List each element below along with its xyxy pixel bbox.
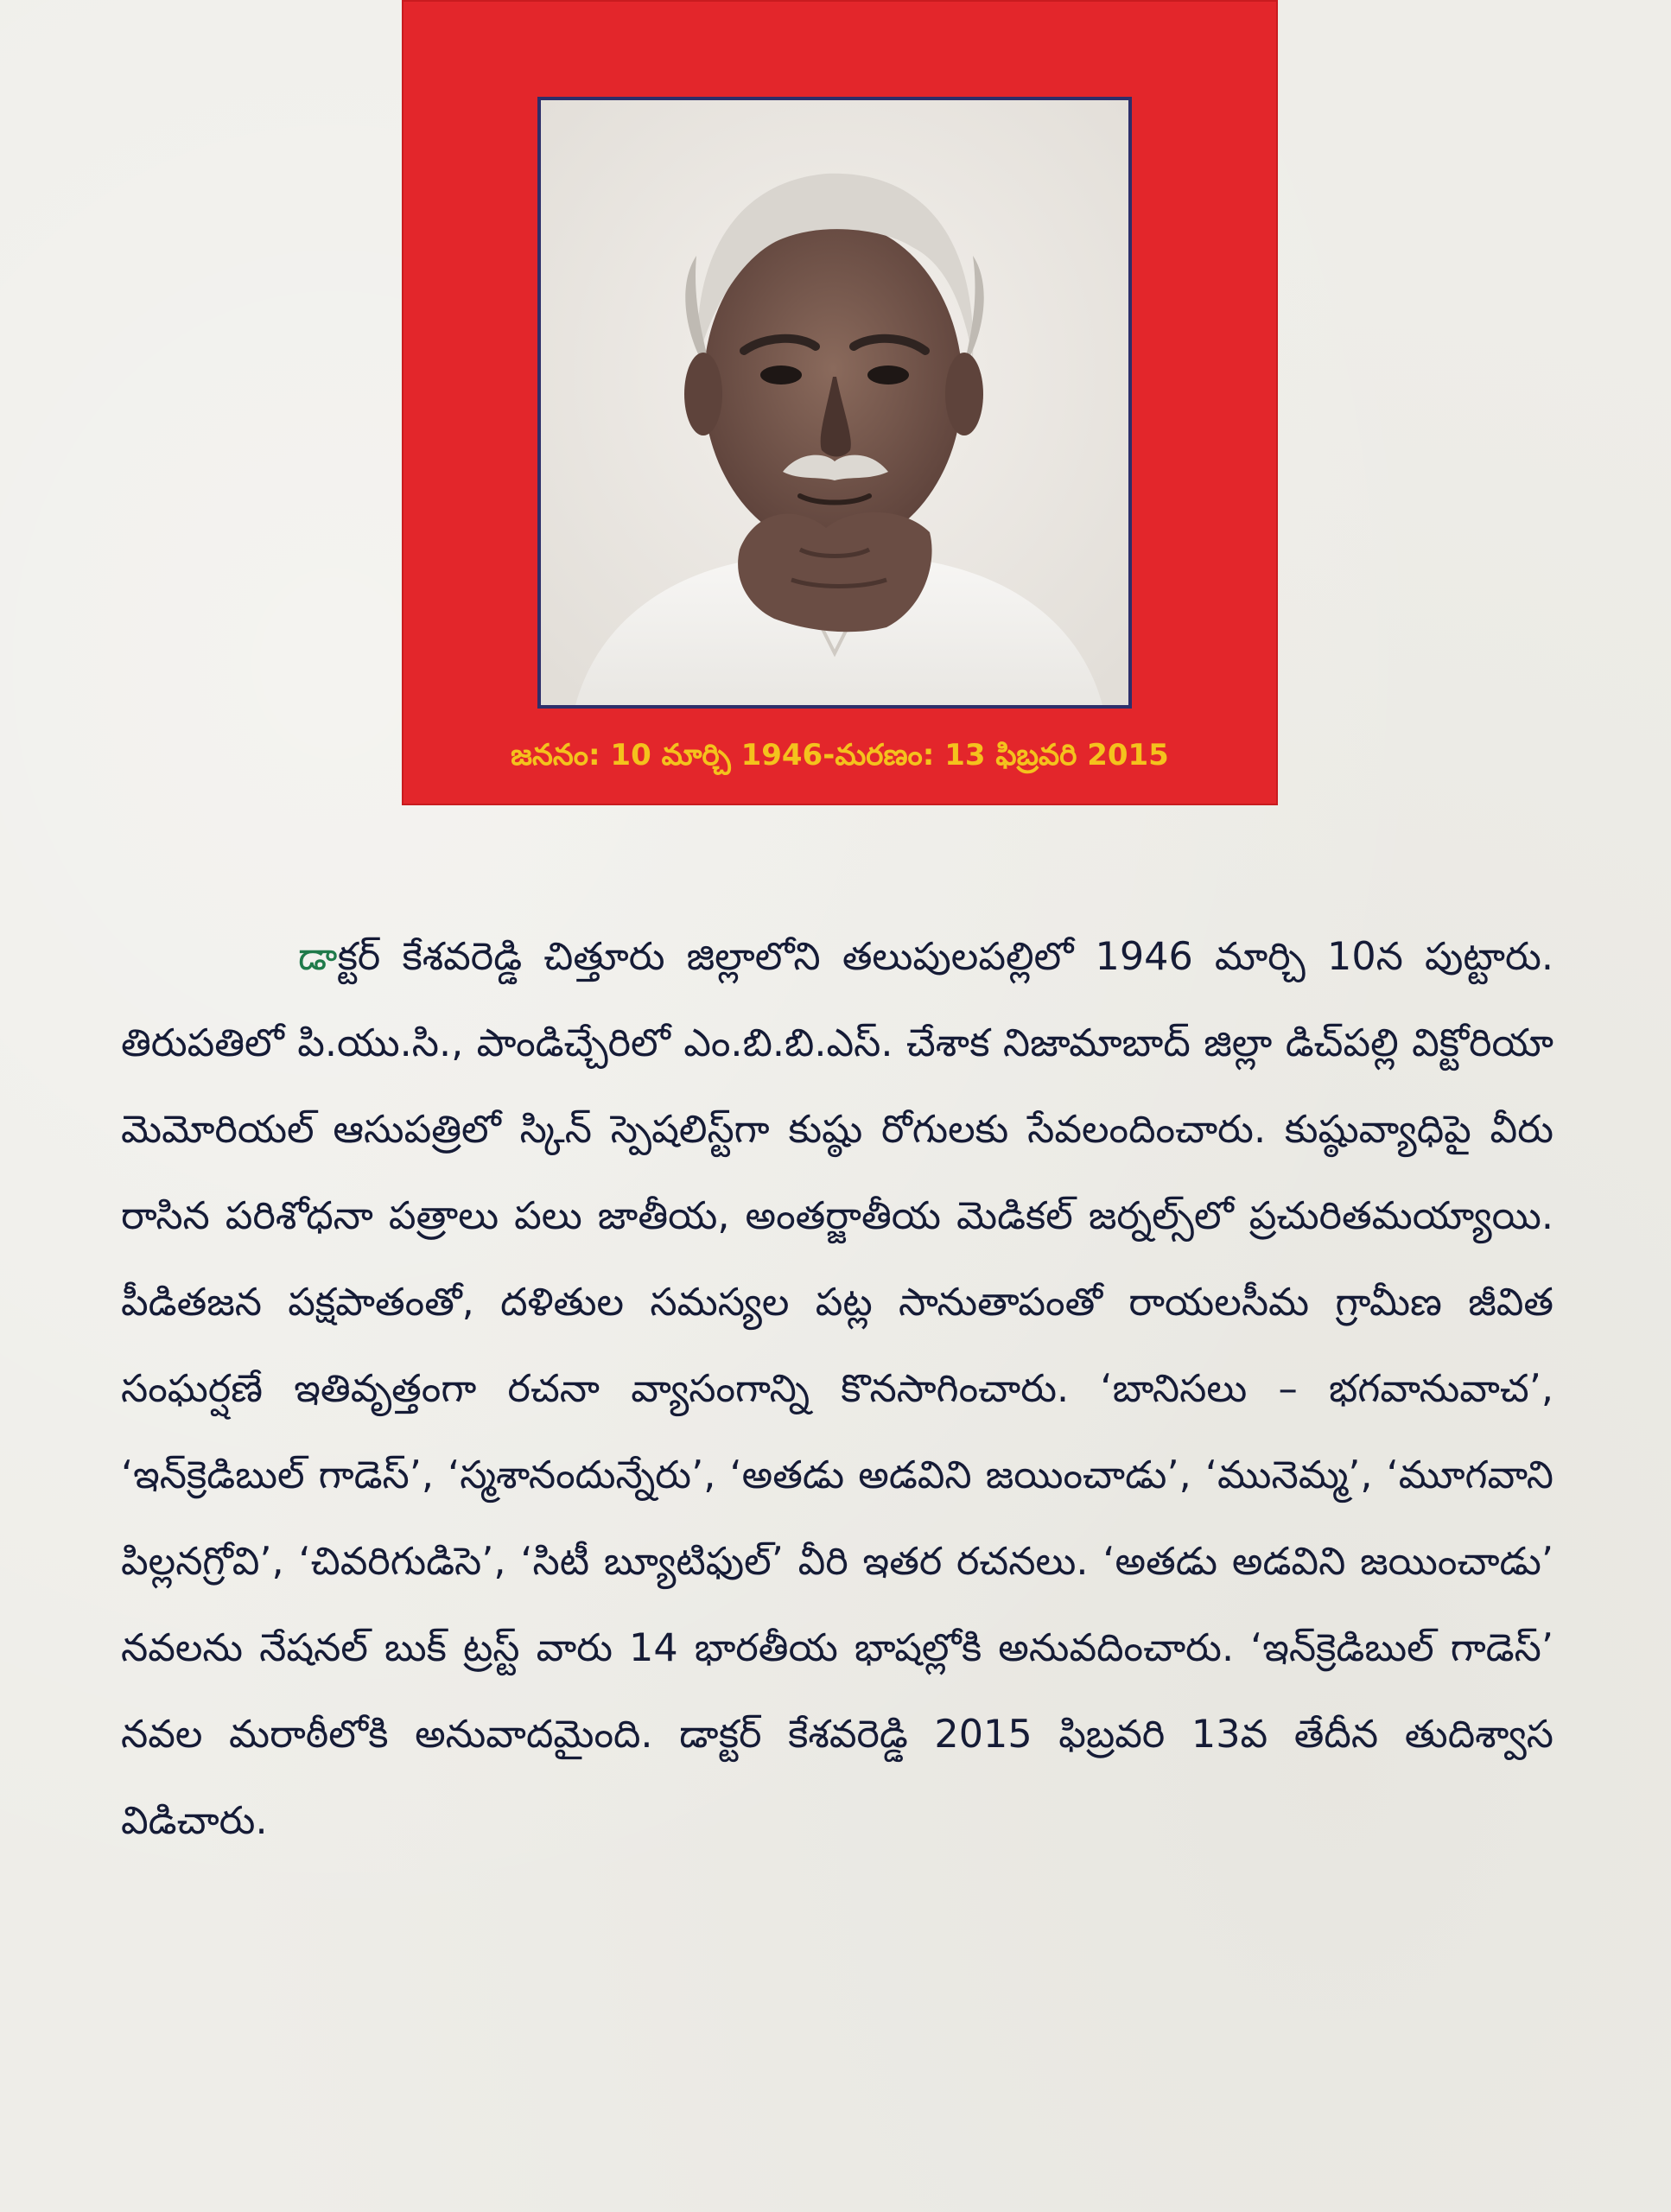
biography-paragraph — [121, 914, 1553, 1865]
biography-text-block — [121, 914, 1553, 1865]
birth-death-dates: జననం: 10 మార్చి 1946-మరణం: 13 ఫిబ్రవరి 2015 — [511, 738, 1169, 772]
biography-body: క్టర్ కేశవరెడ్డి చిత్తూరు జిల్లాలోని తలుపులపల్లిలో 1946 మార్చి 10న పుట్టారు. తిరుపతిలో పి.యు.సి., పాండిచ్చేరిలో ఎం.బి.బి.ఎస్. చేశాక నిజామాబాద్ జిల్లా డిచ్‌పల్లి విక్టోరియా మెమోరియల్ ఆసుపత్రిలో స్కిన్ స్పెషలిస్ట్‌గా కుష్ఠు రోగులకు సేవలందించారు. కుష్ఠువ్యాధిపై వీరు రాసిన పరిశోధనా పత్రాలు పలు జాతీయ, అంతర్జాతీయ మెడికల్ జర్నల్స్‌లో ప్రచురితమయ్యాయి. పీడితజన పక్షపాతంతో, దళితుల సమస్యల పట్ల సానుతాపంతో రాయలసీమ గ్రామీణ జీవిత సంఘర్షణే ఇతివృత్తంగా రచనా వ్యాసంగాన్ని కొనసాగించారు. ‘బానిసలు – భగవానువాచ’, ‘ఇన్‌క్రెడిబుల్ గాడెస్’, ‘స్మశానందున్నేరు’, ‘అతడు అడవిని జయించాడు’, ‘మునెమ్మ’, ‘మూగవాని పిల్లనగ్రోవి’, ‘చివరిగుడిసె’, ‘సిటీ బ్యూటిఫుల్’ వీరి ఇతర రచనలు. ‘అతడు అడవిని జయించాడు’ నవలను నేషనల్ బుక్ ట్రస్ట్ వారు 14 భారతీయ భాషల్లోకి అనువదించారు. ‘ఇన్‌క్రెడిబుల్ గాడెస్’ నవల మరాఠీలోకి అనువాదమైంది. డాక్టర్ కేశవరెడ్డి 2015 ఫిబ్రవరి 13వ తేదీన తుదిశ్వాస విడిచారు. — [121, 935, 1553, 1843]
portrait-panel — [402, 0, 1278, 805]
portrait-photo — [537, 97, 1132, 709]
dropcap-letter: డా — [298, 935, 338, 979]
portrait-image — [541, 100, 1128, 705]
